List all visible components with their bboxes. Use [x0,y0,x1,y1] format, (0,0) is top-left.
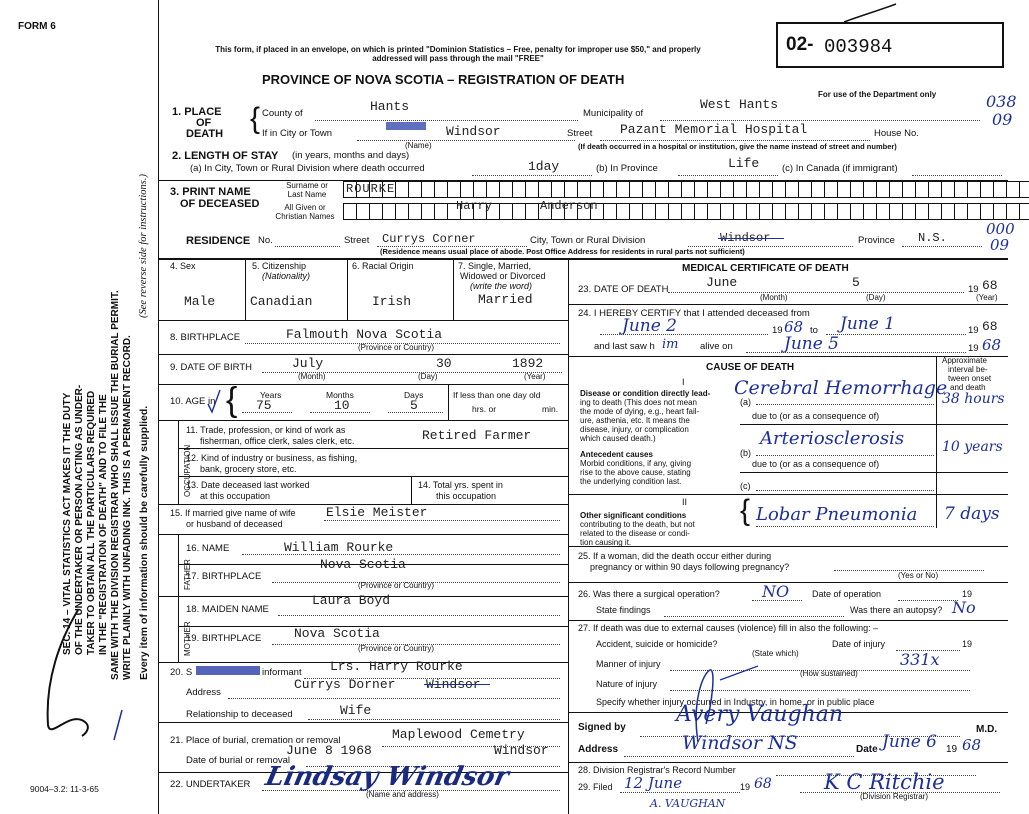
autopsy-value: No [952,598,976,617]
sign-year: 68 [962,736,982,754]
side-note-4: IN THE "REGISTRATION OF DEATH" AND TO FILE THE [98,394,109,655]
residence-province-label: Province [858,235,895,246]
stay-b-label: (b) In Province [596,163,658,174]
other-label-3: related to the disease or condi- [580,529,690,538]
filed-date: 12 June [624,774,683,792]
operation-year-prefix: 19 [962,589,973,599]
given-label-1: All Given or [284,203,326,212]
death-year-sublabel: (Year) [976,293,998,302]
operation-date-label: Date of operation [812,589,882,599]
informant-label-number: 20. S [170,667,193,678]
given-name-1: Harry [456,199,493,213]
mother-birthplace-value: Nova Scotia [294,626,380,641]
address-label: Address [578,744,619,755]
dob-year-sublabel: (Year) [524,372,546,381]
relationship-value: Wife [340,703,372,718]
surgery-value: NO [762,582,790,601]
death-day: 5 [852,275,860,290]
footnote-initials: A. VAUGHAN [650,797,726,810]
antecedent-label-4: the underlying condition last. [580,477,682,486]
yes-no-sublabel: (Yes or No) [898,571,939,580]
months-value: 10 [334,398,350,413]
disease-label-5: disease, injury, or complication [580,425,689,434]
total-years-label-1: 14. Total yrs. spent in [418,480,503,490]
mother-birthplace-label: 19. BIRTHPLACE [186,633,262,644]
dept-use-label: For use of the Department only [818,90,937,99]
antecedent-label-1: Antecedent causes [580,450,653,459]
dept-code-2: 09 [992,110,1013,129]
informant-address-strike [424,684,490,685]
last-worked-label-1: 13. Date deceased last worked [186,480,310,490]
form-title: PROVINCE OF NOVA SCOTIA – REGISTRATION OF DEATH [262,72,625,87]
dept-code-3: 000 [986,220,1015,238]
given-cells [343,203,1029,220]
record-number-label: 28. Division Registrar's Record Number [578,765,736,775]
stay-sublabel: (in years, months and days) [292,150,410,161]
registration-number-box [776,22,1004,68]
place-label-3: DEATH [186,128,224,140]
accident-label: Accident, suicide or homicide? [596,639,718,649]
residence-label: RESIDENCE [186,235,251,247]
trade-label-2: fisherman, office clerk, sales clerk, etc. [200,436,355,446]
signed-by-label: Signed by [578,722,626,733]
stay-a-value: 1day [528,159,560,174]
side-note-5: SAME WITH THE DIVISION REGISTRAR WHO SHALL ISSUE THE BURIAL PERMIT. [110,290,121,680]
dob-day-sublabel: (Day) [418,372,438,381]
print-code: 9004–3.2: 11-3-65 [30,784,99,794]
certify-label: 24. I HEREBY CERTIFY that I attended deceased from [578,308,810,319]
father-name-value: William Rourke [284,540,394,555]
place-brace: { [250,102,261,135]
place-label-1: 1. PLACE [172,106,222,118]
relationship-label: Relationship to deceased [186,709,293,720]
mother-side-label: MOTHER [183,621,192,656]
year-prefix-1: 19 [772,325,783,336]
registrar-sublabel: (Division Registrar) [860,792,929,801]
woman-label-1: 25. If a woman, did the death occur either during [578,551,772,561]
physician-address: Windsor NS [682,732,798,754]
father-birthplace-sublabel: (Province or Country) [358,581,435,590]
residence-city-value: Windsor [720,231,771,245]
other-label-4: tion causing it. [580,538,632,547]
months-label: Months [326,390,354,400]
citizenship-label: 5. Citizenship [252,261,307,271]
death-month-sublabel: (Month) [760,293,788,302]
line-c-label: (c) [740,481,751,491]
racial-label: 6. Racial Origin [352,261,414,271]
approx-header-4: and death [950,383,986,392]
how-sustained-sublabel: (How sustained) [800,669,858,678]
sign-date-label: Date [856,744,878,755]
due-to-label-b: due to (or as a consequence of) [752,459,880,469]
other-cause: Lobar Pneumonia [756,504,918,525]
attended-from-year: 68 [784,318,804,336]
death-year-prefix: 19 [968,284,979,295]
attended-to-date: June 1 [840,314,895,334]
side-note-3: TAKER TO OBTAIN ALL THE PARTICULARS REQUIRED [86,390,97,655]
father-birthplace-value: Nova Scotia [320,557,406,572]
woman-label-2: pregnancy or within 90 days following pregnancy? [590,562,790,572]
house-label: House No. [874,128,919,139]
side-note-7: Every item of information should be carefully supplied. [138,405,150,680]
burial-date-value: June 8 1968 [286,743,372,758]
approx-header-2: interval be- [948,365,988,374]
approx-header-1: Approximate [942,356,987,365]
sign-date: June 6 [882,732,937,752]
father-side-label: FATHER [183,559,192,590]
spouse-label-1: 15. If married give name of wife [170,508,296,518]
spouse-value: Elsie Meister [326,505,428,520]
disease-label-2: ing to death (This does not mean [580,398,697,407]
death-date-label: 23. DATE OF DEATH [578,284,669,295]
interval-b: 10 years [942,439,1003,455]
physician-signature: Avery Vaughan [676,702,844,727]
line-a-label: (a) [740,397,751,407]
alive-date: June 5 [784,334,839,354]
interval-a: 38 hours [942,391,1005,407]
findings-label: State findings [596,605,651,615]
stay-label: 2. LENGTH OF STAY [172,150,279,162]
dept-code-4: 09 [990,236,1010,254]
surname-cells [343,181,1029,198]
informant-name: Lrs. Harry Rourke [330,659,463,674]
mail-notice: This form, if placed in an envelope, on which is printed "Dominion Statistics – Free, penalty for improper use $50," and properly addressed will pass through the mail "FREE" [215,45,701,63]
marital-label-2: Widowed or Divorced [460,271,546,281]
burial-date-label: Date of burial or removal [186,755,291,766]
registration-number: 003984 [824,36,893,58]
father-name-label: 16. NAME [186,543,230,554]
days-label: Days [404,390,424,400]
dob-month-sublabel: (Month) [298,372,326,381]
to-label: to [810,325,818,336]
industry-label-2: bank, grocery store, etc. [200,464,297,474]
deceased-label-1: 3. PRINT NAME [170,186,251,198]
municipality-value: West Hants [700,97,779,112]
given-label-2: Christian Names [275,212,335,221]
surname-label-1: Surname or [286,181,328,190]
part-two-label: II [682,497,688,507]
approx-header-3: tween onset [948,374,992,383]
margin-rule [158,0,159,814]
last-worked-label-2: at this occupation [200,491,271,501]
birthplace-label: 8. BIRTHPLACE [170,332,241,343]
cause-b: Arteriosclerosis [760,428,905,449]
stay-c-label: (c) In Canada (if immigrant) [782,163,898,174]
min-label: min. [542,404,559,414]
residence-city-label: City, Town or Rural Division [530,235,646,246]
institution-note: (If death occurred in a hospital or institution, give the name instead of street and number) [578,142,897,151]
residence-street-label: Street [344,235,370,246]
cause-header: CAUSE OF DEATH [706,362,795,373]
undertaker-signature: Lindsay Windsor [262,762,512,792]
citizenship-value: Canadian [250,294,313,309]
medical-header: MEDICAL CERTIFICATE OF DEATH [682,263,849,274]
surname-label-2: Last Name [287,190,327,199]
sign-year-prefix: 19 [946,744,958,755]
other-label-1: Other significant conditions [580,511,687,520]
check-mark [840,2,900,26]
undertaker-sublabel: (Name and address) [366,790,439,799]
attended-to-year: 68 [982,319,998,334]
disease-label-3: the mode of dying, e.g., heart fail- [580,407,700,416]
years-label: Years [260,390,282,400]
residence-province-value: N.S. [918,231,947,245]
dob-label: 9. DATE OF BIRTH [170,362,252,373]
part-one-label: I [682,377,685,387]
dept-code-1: 038 [986,92,1017,111]
attended-from-date: June 2 [622,316,677,336]
city-name-sublabel: (Name) [405,141,432,150]
birthplace-value: Falmouth Nova Scotia [286,327,443,342]
age-label: 10. AGE in [170,396,216,407]
county-value: Hants [370,99,410,114]
margin-scribble [30,600,140,750]
sex-label: 4. Sex [170,261,196,271]
stay-b-value: Life [728,156,760,171]
death-month: June [706,275,738,290]
birthplace-sublabel: (Province or Country) [358,343,435,352]
filed-year-prefix: 19 [740,782,751,792]
years-value: 75 [256,398,272,413]
industry-label-1: 12. Kind of industry or business, as fishing, [186,453,358,463]
year-prefix-2: 19 [968,325,979,336]
less-than-day-label: If less than one day old [453,390,541,400]
spouse-label-2: or husband of deceased [186,519,283,529]
injury-date-label: Date of injury [832,639,886,649]
street-label: Street [567,128,593,139]
disease-label-4: ure, asthenia, etc. It means the [580,416,690,425]
cause-a: Cerebral Hemorrhage [734,377,948,399]
other-interval: 7 days [944,504,1000,524]
side-note-6: WRITE PLAINLY WITH UNFADING INK. THIS IS A PERMANENT RECORD. [122,335,133,680]
trade-label-1: 11. Trade, profession, or kind of work as [186,425,346,435]
street-value: Pazant Memorial Hospital [620,122,808,137]
disease-label-6: which caused death.) [580,434,656,443]
specify-label: Specify whether injury occurred in Industry, in home, or in public place [596,697,875,707]
residence-no-label: No. [258,235,273,246]
struck-text [386,122,426,130]
hrs-label: hrs. or [472,404,497,414]
burial-town-value: Windsor [494,743,549,758]
age-check-mark [206,388,222,416]
other-label-2: contributing to the death, but not [580,520,695,529]
mother-birthplace-sublabel: (Province or Country) [358,644,435,653]
registration-number-prefix: 02- [786,34,814,55]
informant-struck-text [196,666,260,675]
trade-value: Retired Farmer [422,428,532,443]
form-number: FORM 6 [18,21,56,32]
dob-month: July [292,356,324,371]
dob-year: 1892 [512,356,544,371]
informant-address-label: Address [186,687,221,698]
mother-maiden-label: 18. MAIDEN NAME [186,604,269,615]
filed-label: 29. Filed [578,782,613,792]
residence-note: (Residence means usual place of abode. Post Office Address for residents in rural parts not sufficient) [380,247,745,256]
center-divider [568,258,569,814]
external-causes-label: 27. If death was due to external causes (violence) fill in also the following: – [578,623,879,633]
surname-value: ROURKE [346,182,396,196]
filed-year: 68 [754,776,772,792]
stay-a-label: (a) In City, Town or Rural Division where death occurred [190,163,425,174]
undertaker-label: 22. UNDERTAKER [170,779,251,790]
given-name-2: Anderson [540,199,598,213]
autopsy-label: Was there an autopsy? [850,605,943,615]
surgery-label: 26. Was there a surgical operation? [578,589,720,599]
burial-place-label: 21. Place of burial, cremation or removal [170,735,341,746]
deceased-label-2: OF DECEASED [180,198,260,210]
total-years-label-2: this occupation [436,491,497,501]
side-note-1: SEC. 14 – VITAL STATISTICS ACT MAKES IT THE DUTY [62,392,73,655]
md-label: M.D. [976,724,998,735]
residence-city-strike [718,238,784,239]
city-value: Windsor [446,124,501,139]
occupation-side-label: OCCUPATION [183,444,192,497]
informant-label: informant [262,667,302,678]
sex-value: Male [184,294,216,309]
informant-address-struck: Windsor [426,677,481,692]
age-brace: { [226,381,238,419]
side-note-2: OF THE UNDERTAKER OR PERSON ACTING AS UNDER- [74,384,85,655]
manner-code: 331x [900,650,940,669]
due-to-label-a: due to (or as a consequence of) [752,411,880,421]
marital-label-1: 7. Single, Married, [458,261,532,271]
state-which-sublabel: (State which) [752,649,799,658]
city-label: If in City or Town [262,128,333,139]
last-saw-label: and last saw h [594,341,655,352]
informant-address: Currys Dorner [294,677,396,692]
disease-label-1: Disease or condition directly lead- [580,389,711,398]
racial-value: Irish [372,294,412,309]
line-b-label: (b) [740,448,751,458]
nature-label: Nature of injury [596,679,658,689]
alive-on-label: alive on [700,341,733,352]
county-label: County of [262,108,303,119]
injury-year-prefix: 19 [962,639,973,649]
manner-label: Manner of injury [596,659,661,669]
side-note-8: (See reverse side for instructions.) [138,174,149,318]
year-prefix-3: 19 [968,343,979,354]
dob-day: 30 [436,356,452,371]
death-day-sublabel: (Day) [866,293,886,302]
days-value: 5 [410,398,418,413]
burial-place-value: Maplewood Cemetry [392,727,525,742]
antecedent-label-3: rise to the above cause, stating [580,468,691,477]
father-birthplace-label: 17. BIRTHPLACE [186,571,262,582]
mother-maiden-value: Laura Boyd [312,593,391,608]
antecedent-label-2: Morbid conditions, if any, giving [580,459,692,468]
registrar-signature: K C Ritchie [824,770,945,794]
alive-year: 68 [982,336,1002,354]
other-brace: { [740,494,751,527]
place-label-2: OF [196,117,212,129]
marital-value: Married [478,292,533,307]
last-saw-him: im [662,337,679,352]
marital-label-3: (write the word) [470,281,533,291]
municipality-label: Municipality of [583,108,644,119]
citizenship-sublabel: (Nationality) [262,271,311,281]
residence-street-value: Currys Corner [382,232,476,246]
death-year: 68 [982,278,998,293]
